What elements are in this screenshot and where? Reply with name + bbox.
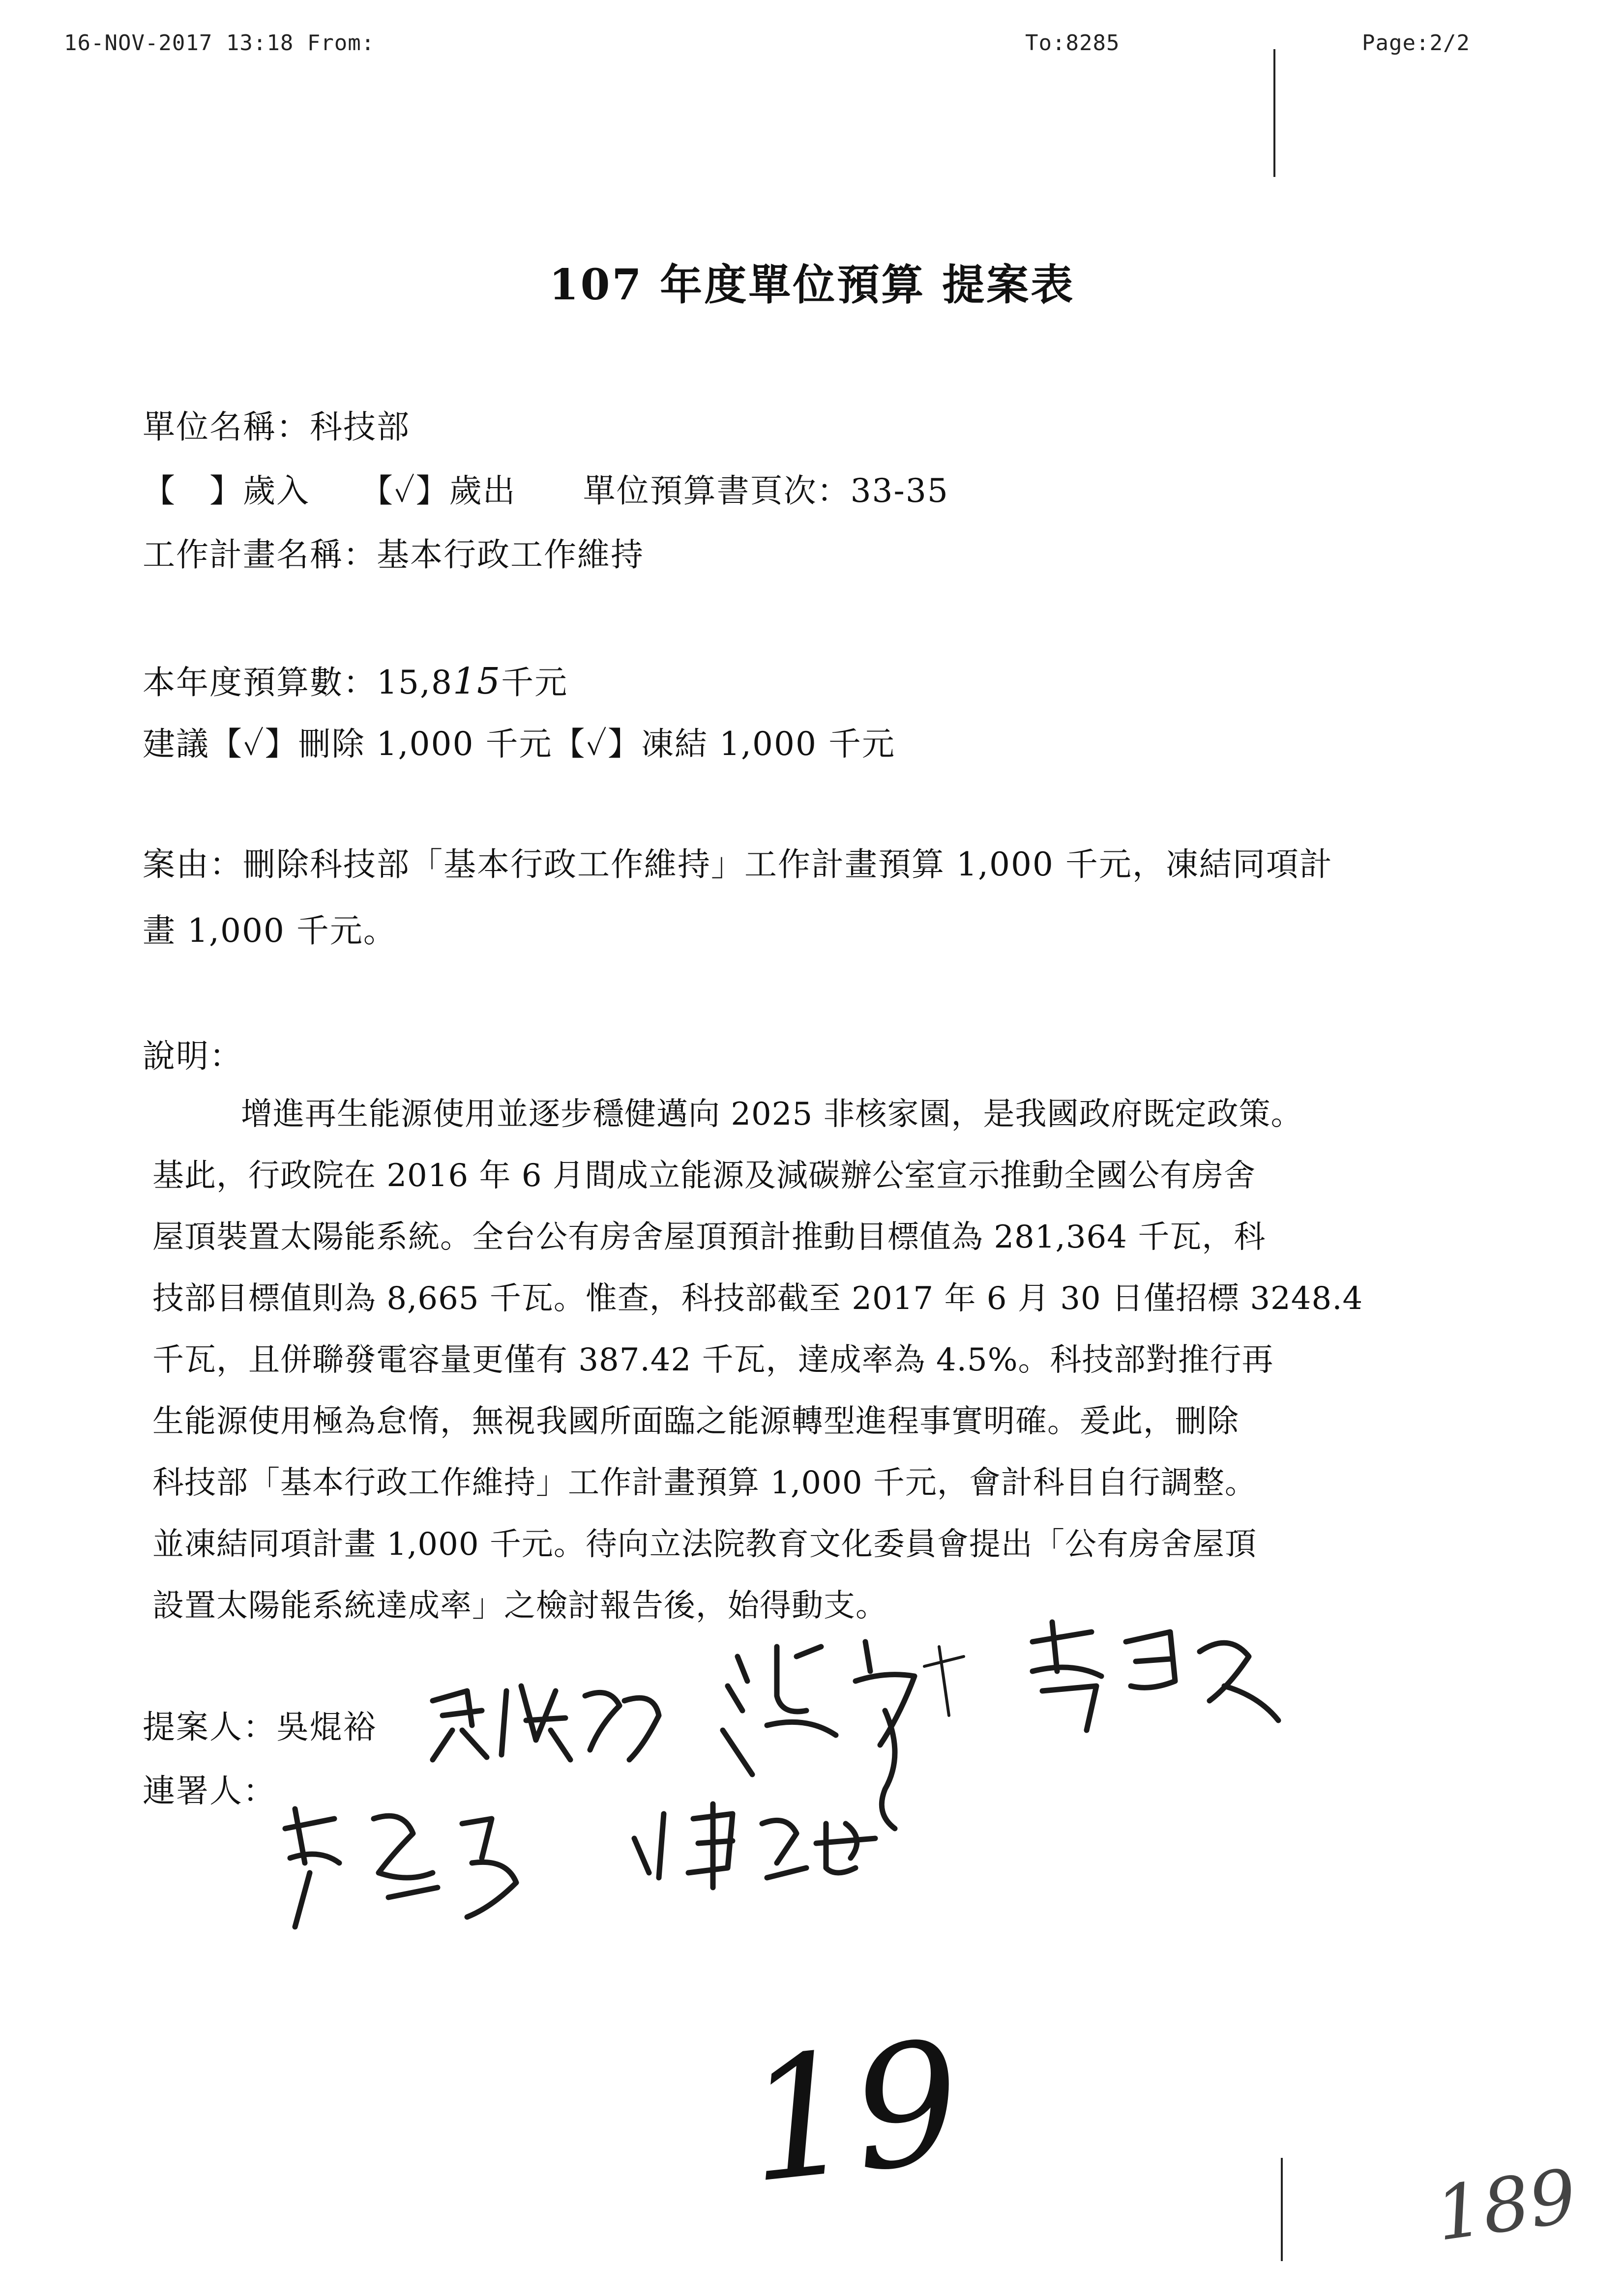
fax-sender: 16-NOV-2017 13:18 From: — [64, 30, 375, 56]
case-reason-line1: 案由：刪除科技部「基本行政工作維持」工作計畫預算 1,000 千元，凍結同項計 — [143, 845, 1333, 883]
annual-budget-unit: 千元 — [501, 664, 568, 701]
work-plan-name: 工作計畫名稱：基本行政工作維持 — [143, 536, 644, 574]
signature-cosigner-2 — [1013, 1612, 1288, 1760]
revenue-expense-category: 【 】歲入 【✓】歲出 單位預算書頁次：33-35 — [143, 472, 949, 510]
proposal-action: 建議【✓】刪除 1,000 千元【✓】凍結 1,000 千元 — [143, 725, 895, 763]
scan-mark — [1273, 49, 1275, 177]
page-title: 107 年度單位預算 提案表 — [549, 260, 1075, 310]
annual-budget-label: 本年度預算數：15,8 — [143, 664, 453, 701]
explanation-label: 說明： — [143, 1037, 243, 1075]
unit-name: 單位名稱：科技部 — [143, 408, 410, 446]
annual-budget — [143, 656, 568, 703]
explanation-line: 技部目標值則為 8,665 千瓦。惟查，科技部截至 2017 年 6 月 30 日僅招標 3248.4 — [152, 1280, 1363, 1317]
handwritten-page-number: 19 — [738, 2005, 970, 2221]
cosigner-label: 連署人： — [143, 1772, 276, 1810]
explanation-line: 千瓦，且併聯發電容量更僅有 387.42 千瓦，達成率為 4.5%。科技部對推行再 — [152, 1342, 1274, 1378]
explanation-line: 科技部「基本行政工作維持」工作計畫預算 1,000 千元，會計科目自行調整。 — [152, 1465, 1257, 1501]
fax-recipient: To:8285 — [1025, 30, 1120, 56]
explanation-line: 增進再生能源使用並逐步穩健邁向 2025 非核家園，是我國政府既定政策。 — [241, 1096, 1303, 1133]
explanation-line: 並凍結同項計畫 1,000 千元。待向立法院教育文化委員會提出「公有房舍屋頂 — [152, 1526, 1257, 1563]
signature-cosigner-4 — [620, 1794, 895, 1892]
scan-mark-bottom — [1281, 2158, 1283, 2261]
signature-cosigner-3 — [275, 1789, 531, 1937]
case-reason-line2: 畫 1,000 千元。 — [143, 912, 397, 950]
explanation-line: 設置太陽能系統達成率」之檢討報告後，始得動支。 — [152, 1588, 887, 1624]
signature-proposer — [423, 1671, 679, 1770]
explanation-line: 生能源使用極為怠惰，無視我國所面臨之能源轉型進程事實明確。爰此，刪除 — [152, 1403, 1239, 1440]
handwritten-corner-number: 189 — [1430, 2153, 1582, 2258]
proposer: 提案人：吳焜裕 — [143, 1708, 377, 1746]
explanation-body — [152, 1084, 1411, 1637]
handwritten-budget-digits: 15 — [452, 660, 502, 702]
explanation-line: 屋頂裝置太陽能系統。全台公有房舍屋頂預計推動目標值為 281,364 千瓦，科 — [152, 1219, 1266, 1255]
explanation-line: 基此，行政院在 2016 年 6 月間成立能源及減碳辦公室宣示推動全國公有房舍 — [152, 1158, 1256, 1194]
fax-page: Page:2/2 — [1362, 30, 1470, 56]
